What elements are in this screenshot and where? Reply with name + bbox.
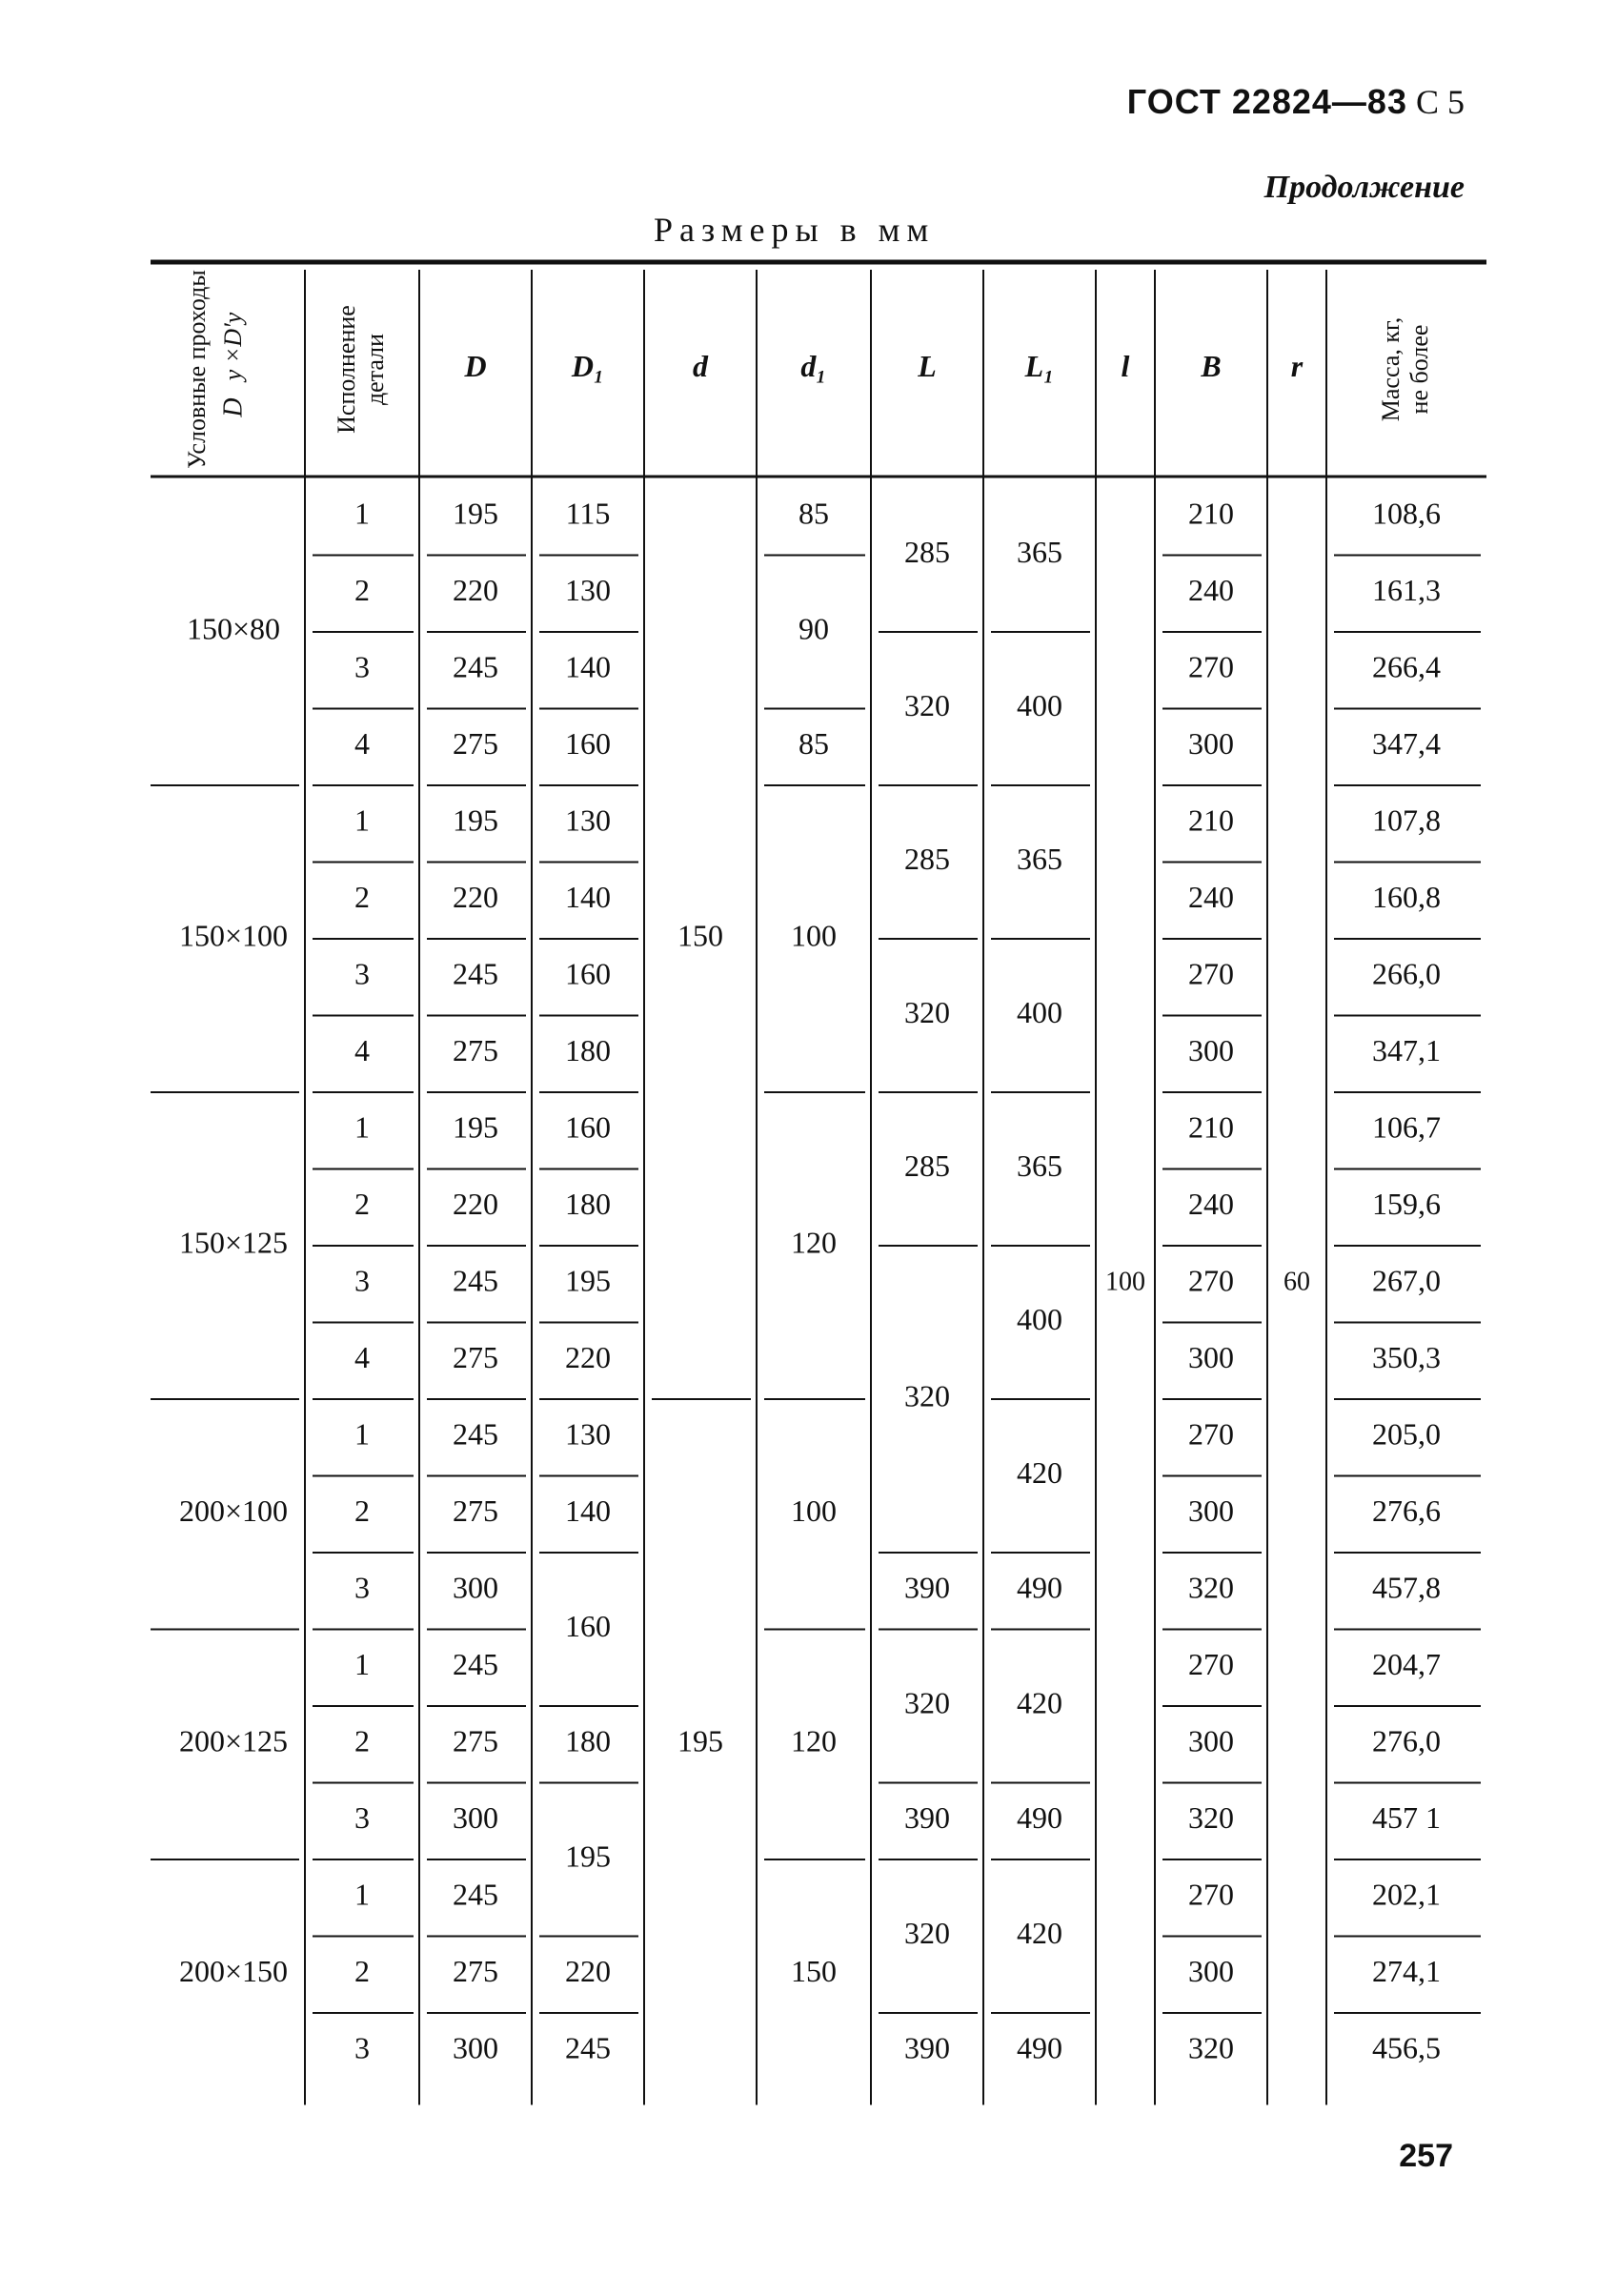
cell-L1: 490 [1017, 2030, 1062, 2065]
header-dn-symbol-2: y ×D′y [218, 312, 247, 381]
cell-variant: 2 [354, 880, 370, 915]
cell-mass: 108,6 [1372, 496, 1441, 531]
cell-L1: 365 [1017, 1148, 1062, 1183]
cell-D: 195 [453, 496, 498, 531]
cell-variant: 1 [354, 1647, 370, 1682]
cell-D: 300 [453, 1800, 498, 1836]
cell-mass: 347,4 [1372, 726, 1441, 762]
cell-B: 300 [1188, 1493, 1234, 1529]
cell-variant: 1 [354, 496, 370, 531]
cell-variant: 3 [354, 1800, 370, 1836]
cell-D: 275 [453, 1723, 498, 1758]
units-caption: Размеры в мм [654, 211, 936, 249]
cell-D: 300 [453, 2030, 498, 2065]
cell-D: 245 [453, 1647, 498, 1682]
header-col-10: r [1290, 348, 1304, 383]
page-label: С 5 [1415, 83, 1465, 121]
header-col-1-line2: детали [360, 333, 389, 406]
cell-variant: 3 [354, 956, 370, 991]
cell-B: 270 [1188, 1877, 1234, 1912]
cell-L: 320 [904, 1378, 950, 1413]
cell-dn: 200×150 [178, 1954, 289, 1989]
cell-D: 245 [453, 956, 498, 991]
cell-D: 275 [453, 1493, 498, 1529]
header-col-1-line1: Исполнение [332, 305, 360, 434]
header-col-6: L [918, 348, 937, 383]
cell-dn: 200×100 [178, 1493, 289, 1529]
cell-B: 240 [1188, 1187, 1234, 1222]
cell-variant: 1 [354, 803, 370, 838]
cell-dn: 150×125 [178, 1225, 289, 1260]
cell-L: 390 [904, 1570, 950, 1605]
cell-variant: 2 [354, 1493, 370, 1529]
cell-D: 245 [453, 1263, 498, 1298]
cell-B: 270 [1188, 1263, 1234, 1298]
cell-d1: 85 [798, 726, 829, 762]
cell-B: 270 [1188, 649, 1234, 684]
cell-L: 285 [904, 1148, 950, 1183]
cell-L1: 400 [1017, 687, 1062, 722]
cell-B: 300 [1188, 1033, 1234, 1068]
cell-dn: 150×80 [186, 611, 281, 646]
header-col-7: L₁ [1024, 348, 1055, 383]
cell-d1: 120 [791, 1225, 837, 1260]
cell-D: 195 [453, 803, 498, 838]
cell-mass: 159,6 [1372, 1187, 1441, 1222]
cell-variant: 4 [354, 726, 370, 762]
cell-D: 220 [453, 880, 498, 915]
cell-mass: 276,0 [1372, 1723, 1441, 1758]
cell-d: 150 [677, 918, 723, 953]
cell-D1: 160 [565, 726, 611, 762]
cell-L1: 400 [1017, 1301, 1062, 1336]
page-number: 257 [1399, 2138, 1453, 2174]
header-col-4: d [693, 348, 708, 383]
cell-D1: 180 [565, 1723, 611, 1758]
cell-L1: 490 [1017, 1800, 1062, 1836]
cell-mass: 160,8 [1372, 880, 1441, 915]
cell-L1: 420 [1017, 1685, 1062, 1720]
cell-B: 270 [1188, 1416, 1234, 1452]
cell-B: 300 [1188, 726, 1234, 762]
header-col-11-line2: не более [1405, 324, 1433, 415]
cell-D1: 195 [565, 1839, 611, 1874]
cell-r: 60 [1283, 1267, 1310, 1297]
cell-L1: 365 [1017, 534, 1062, 569]
cell-L1: 420 [1017, 1454, 1062, 1490]
cell-mass: 274,1 [1372, 1954, 1441, 1989]
cell-mass: 347,1 [1372, 1033, 1441, 1068]
header-col-11-line1: Масса, кг, [1376, 316, 1405, 422]
cell-D1: 180 [565, 1187, 611, 1222]
cell-L: 285 [904, 534, 950, 569]
cell-variant: 1 [354, 1877, 370, 1912]
cell-B: 240 [1188, 573, 1234, 608]
cell-L: 390 [904, 1800, 950, 1836]
cell-mass: 456,5 [1372, 2030, 1441, 2065]
cell-d1: 85 [798, 496, 829, 531]
cell-d1: 90 [798, 611, 829, 646]
cell-B: 240 [1188, 880, 1234, 915]
header-col-1 [333, 305, 389, 434]
cell-B: 210 [1188, 803, 1234, 838]
header-dn-symbol: D [218, 397, 249, 417]
header-dn [183, 270, 248, 469]
cell-variant: 4 [354, 1340, 370, 1375]
header-col-8: l [1121, 348, 1130, 383]
continuation-label: Продолжение [1263, 170, 1465, 205]
header-col-9: B [1201, 348, 1222, 383]
cell-d1: 150 [791, 1954, 837, 1989]
cell-mass: 276,6 [1372, 1493, 1441, 1529]
cell-mass: 457,8 [1372, 1570, 1441, 1605]
header-col-2: D [464, 348, 487, 383]
cell-D: 195 [453, 1109, 498, 1145]
cell-d: 195 [677, 1723, 723, 1758]
cell-L1: 490 [1017, 1570, 1062, 1605]
cell-mass: 205,0 [1372, 1416, 1441, 1452]
cell-B: 300 [1188, 1340, 1234, 1375]
header-col-11 [1377, 317, 1433, 421]
cell-variant: 3 [354, 649, 370, 684]
cell-D: 275 [453, 1340, 498, 1375]
cell-D: 245 [453, 1416, 498, 1452]
cell-variant: 1 [354, 1109, 370, 1145]
cell-D1: 130 [565, 573, 611, 608]
cell-B: 320 [1188, 1800, 1234, 1836]
header-dn-label: Условные проходы [182, 270, 211, 469]
cell-mass: 107,8 [1372, 803, 1441, 838]
cell-L1: 400 [1017, 994, 1062, 1029]
cell-mass: 204,7 [1372, 1647, 1441, 1682]
cell-D1: 245 [565, 2030, 611, 2065]
cell-B: 210 [1188, 1109, 1234, 1145]
cell-D: 300 [453, 1570, 498, 1605]
cell-L: 285 [904, 841, 950, 876]
cell-D1: 140 [565, 1493, 611, 1529]
standard-number: ГОСТ 22824—83 [1126, 82, 1407, 121]
cell-B: 210 [1188, 496, 1234, 531]
cell-mass: 161,3 [1372, 573, 1441, 608]
cell-D: 220 [453, 573, 498, 608]
cell-mass: 202,1 [1372, 1877, 1441, 1912]
cell-D1: 220 [565, 1954, 611, 1989]
header-col-3: D₁ [571, 348, 605, 383]
cell-L: 320 [904, 687, 950, 722]
cell-dn: 150×100 [178, 918, 289, 953]
cell-variant: 3 [354, 2030, 370, 2065]
cell-d1: 120 [791, 1723, 837, 1758]
cell-mass: 457 1 [1372, 1800, 1441, 1836]
cell-mass: 106,7 [1372, 1109, 1441, 1145]
cell-D1: 160 [565, 1109, 611, 1145]
cell-L1: 365 [1017, 841, 1062, 876]
cell-D1: 160 [565, 956, 611, 991]
cell-variant: 3 [354, 1570, 370, 1605]
cell-B: 270 [1188, 1647, 1234, 1682]
cell-B: 270 [1188, 956, 1234, 991]
cell-D1: 220 [565, 1340, 611, 1375]
cell-D1: 140 [565, 649, 611, 684]
cell-d1: 100 [791, 1493, 837, 1529]
cell-mass: 350,3 [1372, 1340, 1441, 1375]
cell-variant: 1 [354, 1416, 370, 1452]
cell-L: 320 [904, 1915, 950, 1950]
cell-D: 245 [453, 649, 498, 684]
cell-D1: 130 [565, 803, 611, 838]
cell-L1: 420 [1017, 1915, 1062, 1950]
cell-D1: 130 [565, 1416, 611, 1452]
cell-D: 220 [453, 1187, 498, 1222]
cell-D1: 140 [565, 880, 611, 915]
cell-D1: 115 [565, 496, 611, 531]
cell-B: 320 [1188, 1570, 1234, 1605]
cell-mass: 267,0 [1372, 1263, 1441, 1298]
cell-B: 300 [1188, 1723, 1234, 1758]
cell-variant: 2 [354, 573, 370, 608]
cell-variant: 4 [354, 1033, 370, 1068]
cell-D: 275 [453, 1033, 498, 1068]
cell-variant: 2 [354, 1187, 370, 1222]
cell-mass: 266,4 [1372, 649, 1441, 684]
cell-D1: 180 [565, 1033, 611, 1068]
cell-B: 320 [1188, 2030, 1234, 2065]
cell-L: 390 [904, 2030, 950, 2065]
cell-D: 275 [453, 726, 498, 762]
cell-D1: 160 [565, 1608, 611, 1643]
cell-l: 100 [1105, 1267, 1145, 1297]
cell-variant: 2 [354, 1723, 370, 1758]
cell-variant: 2 [354, 1954, 370, 1989]
cell-variant: 3 [354, 1263, 370, 1298]
cell-D1: 195 [565, 1263, 611, 1298]
cell-d1: 100 [791, 918, 837, 953]
header-col-5: d₁ [800, 348, 827, 383]
cell-B: 300 [1188, 1954, 1234, 1989]
cell-L: 320 [904, 994, 950, 1029]
cell-mass: 266,0 [1372, 956, 1441, 991]
cell-D: 245 [453, 1877, 498, 1912]
cell-D: 275 [453, 1954, 498, 1989]
cell-dn: 200×125 [178, 1723, 289, 1758]
cell-L: 320 [904, 1685, 950, 1720]
